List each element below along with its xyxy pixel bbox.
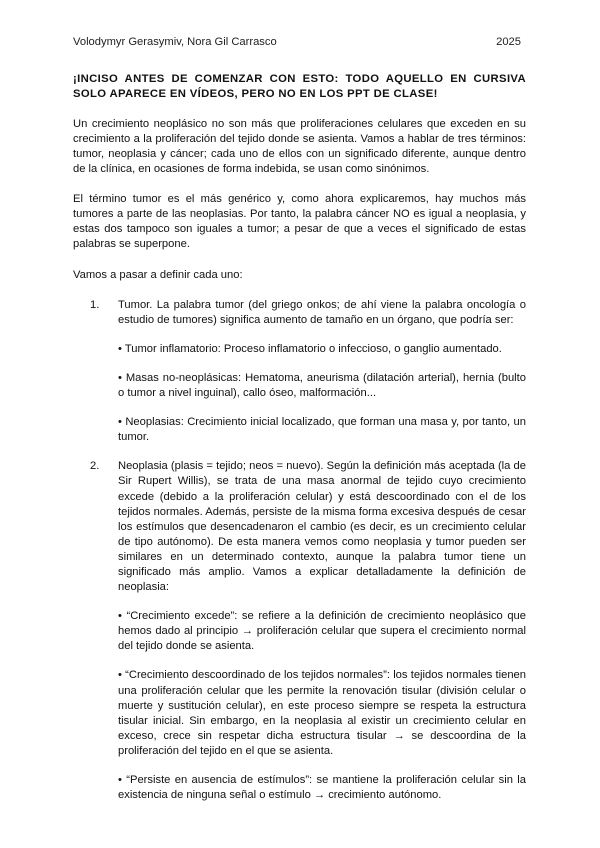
sub-bullet: • Neoplasias: Crecimiento inicial localizado, que forman una masa y, por tanto, un tumor. xyxy=(118,416,526,444)
list-item-intro: Tumor. La palabra tumor (del griego onkos; de ahí viene la palabra oncología o estudio de tumores) significa aumento de tamaño en un órgano, que podría ser: xyxy=(118,298,526,326)
list-number: 2. xyxy=(90,460,100,473)
page-content xyxy=(73,72,526,817)
list-item-intro: Neoplasia (plasis = tejido; neos = nuevo). Según la definición más aceptada (la de Sir Rupert Willis), se trata de una masa anormal de tejido cuyo crecimiento excede (debido a la proliferación celular) y está descoordinado con el de los tejidos normales. Además, persiste de la misma forma excesiva después de cesar los estímulos que desencadenaron el cambio (es decir, es un crecimiento celular de tipo autónomo). De esta manera vemos como neoplasia y tumor pueden ser similares en un determinado contexto, aunque la palabra tumor tiene un significado más amplio. Vamos a explicar detalladamente la definición de neoplasia: xyxy=(118,460,526,594)
header-year: 2025 xyxy=(496,36,521,48)
definitions-list xyxy=(73,298,526,804)
sub-bullet: • “Crecimiento excede”: se refiere a la definición de crecimiento neoplásico que hemos dado al principio → proliferación celular que supera el crecimiento normal del tejido donde se asienta. xyxy=(118,610,526,653)
paragraph: Un crecimiento neoplásico no son más que proliferaciones celulares que exceden en su crecimiento a la proliferación del tejido donde se asienta. Vamos a hablar de tres términos: tumor, neoplasia y cáncer; cada uno de ellos con un significado diferente, aunque dentro de la clínica, en ocasiones de forma indebida, se usan como sinónimos. xyxy=(73,117,526,176)
sub-bullet: • Tumor inflamatorio: Proceso inflamatorio o infeccioso, o ganglio aumentado. xyxy=(118,342,502,355)
sub-bullet: • “Persiste en ausencia de estímulos”: se mantiene la proliferación celular sin la existencia de ninguna señal o estímulo → crecimiento autónomo. xyxy=(118,774,526,802)
page-header xyxy=(73,36,521,48)
list-number: 1. xyxy=(90,298,100,311)
header-authors: Volodymyr Gerasymiv, Nora Gil Carrasco xyxy=(73,36,277,48)
sub-bullet: • Masas no-neoplásicas: Hematoma, aneurisma (dilatación arterial), hernia (bulto o tumor a nivel inguinal), callo óseo, malformación... xyxy=(118,371,526,400)
paragraph: El término tumor es el más genérico y, como ahora explicaremos, hay muchos más tumores a parte de las neoplasias. Por tanto, la palabra cáncer NO es igual a neoplasia, y estas dos tampoco son iguales a tumor; a pesar de que a veces el significado de estas palabras se superpone. xyxy=(73,193,526,251)
sub-bullet: • “Crecimiento descoordinado de los tejidos normales”: los tejidos normales tienen una proliferación celular que les permite la renovación tisular (división celular o muerte y sustitución celular), en este proceso siempre se respeta la estructura tisular inicial. Sin embargo, en la neoplasia al existir un crecimiento celular en exceso, crece sin respetar dicha estructura tisular → se descoordina de la proliferación del tejido en el que se asienta. xyxy=(118,669,526,757)
paragraph: Vamos a pasar a definir cada uno: xyxy=(73,268,243,281)
list-item-neoplasia xyxy=(73,459,526,803)
list-item-tumor xyxy=(73,298,526,446)
warning-notice: ¡INCISO ANTES DE COMENZAR CON ESTO: TODO AQUELLO EN CURSIVA SOLO APARECE EN VÍDEOS, PERO NO EN LOS PPT DE CLASE! xyxy=(73,73,526,101)
